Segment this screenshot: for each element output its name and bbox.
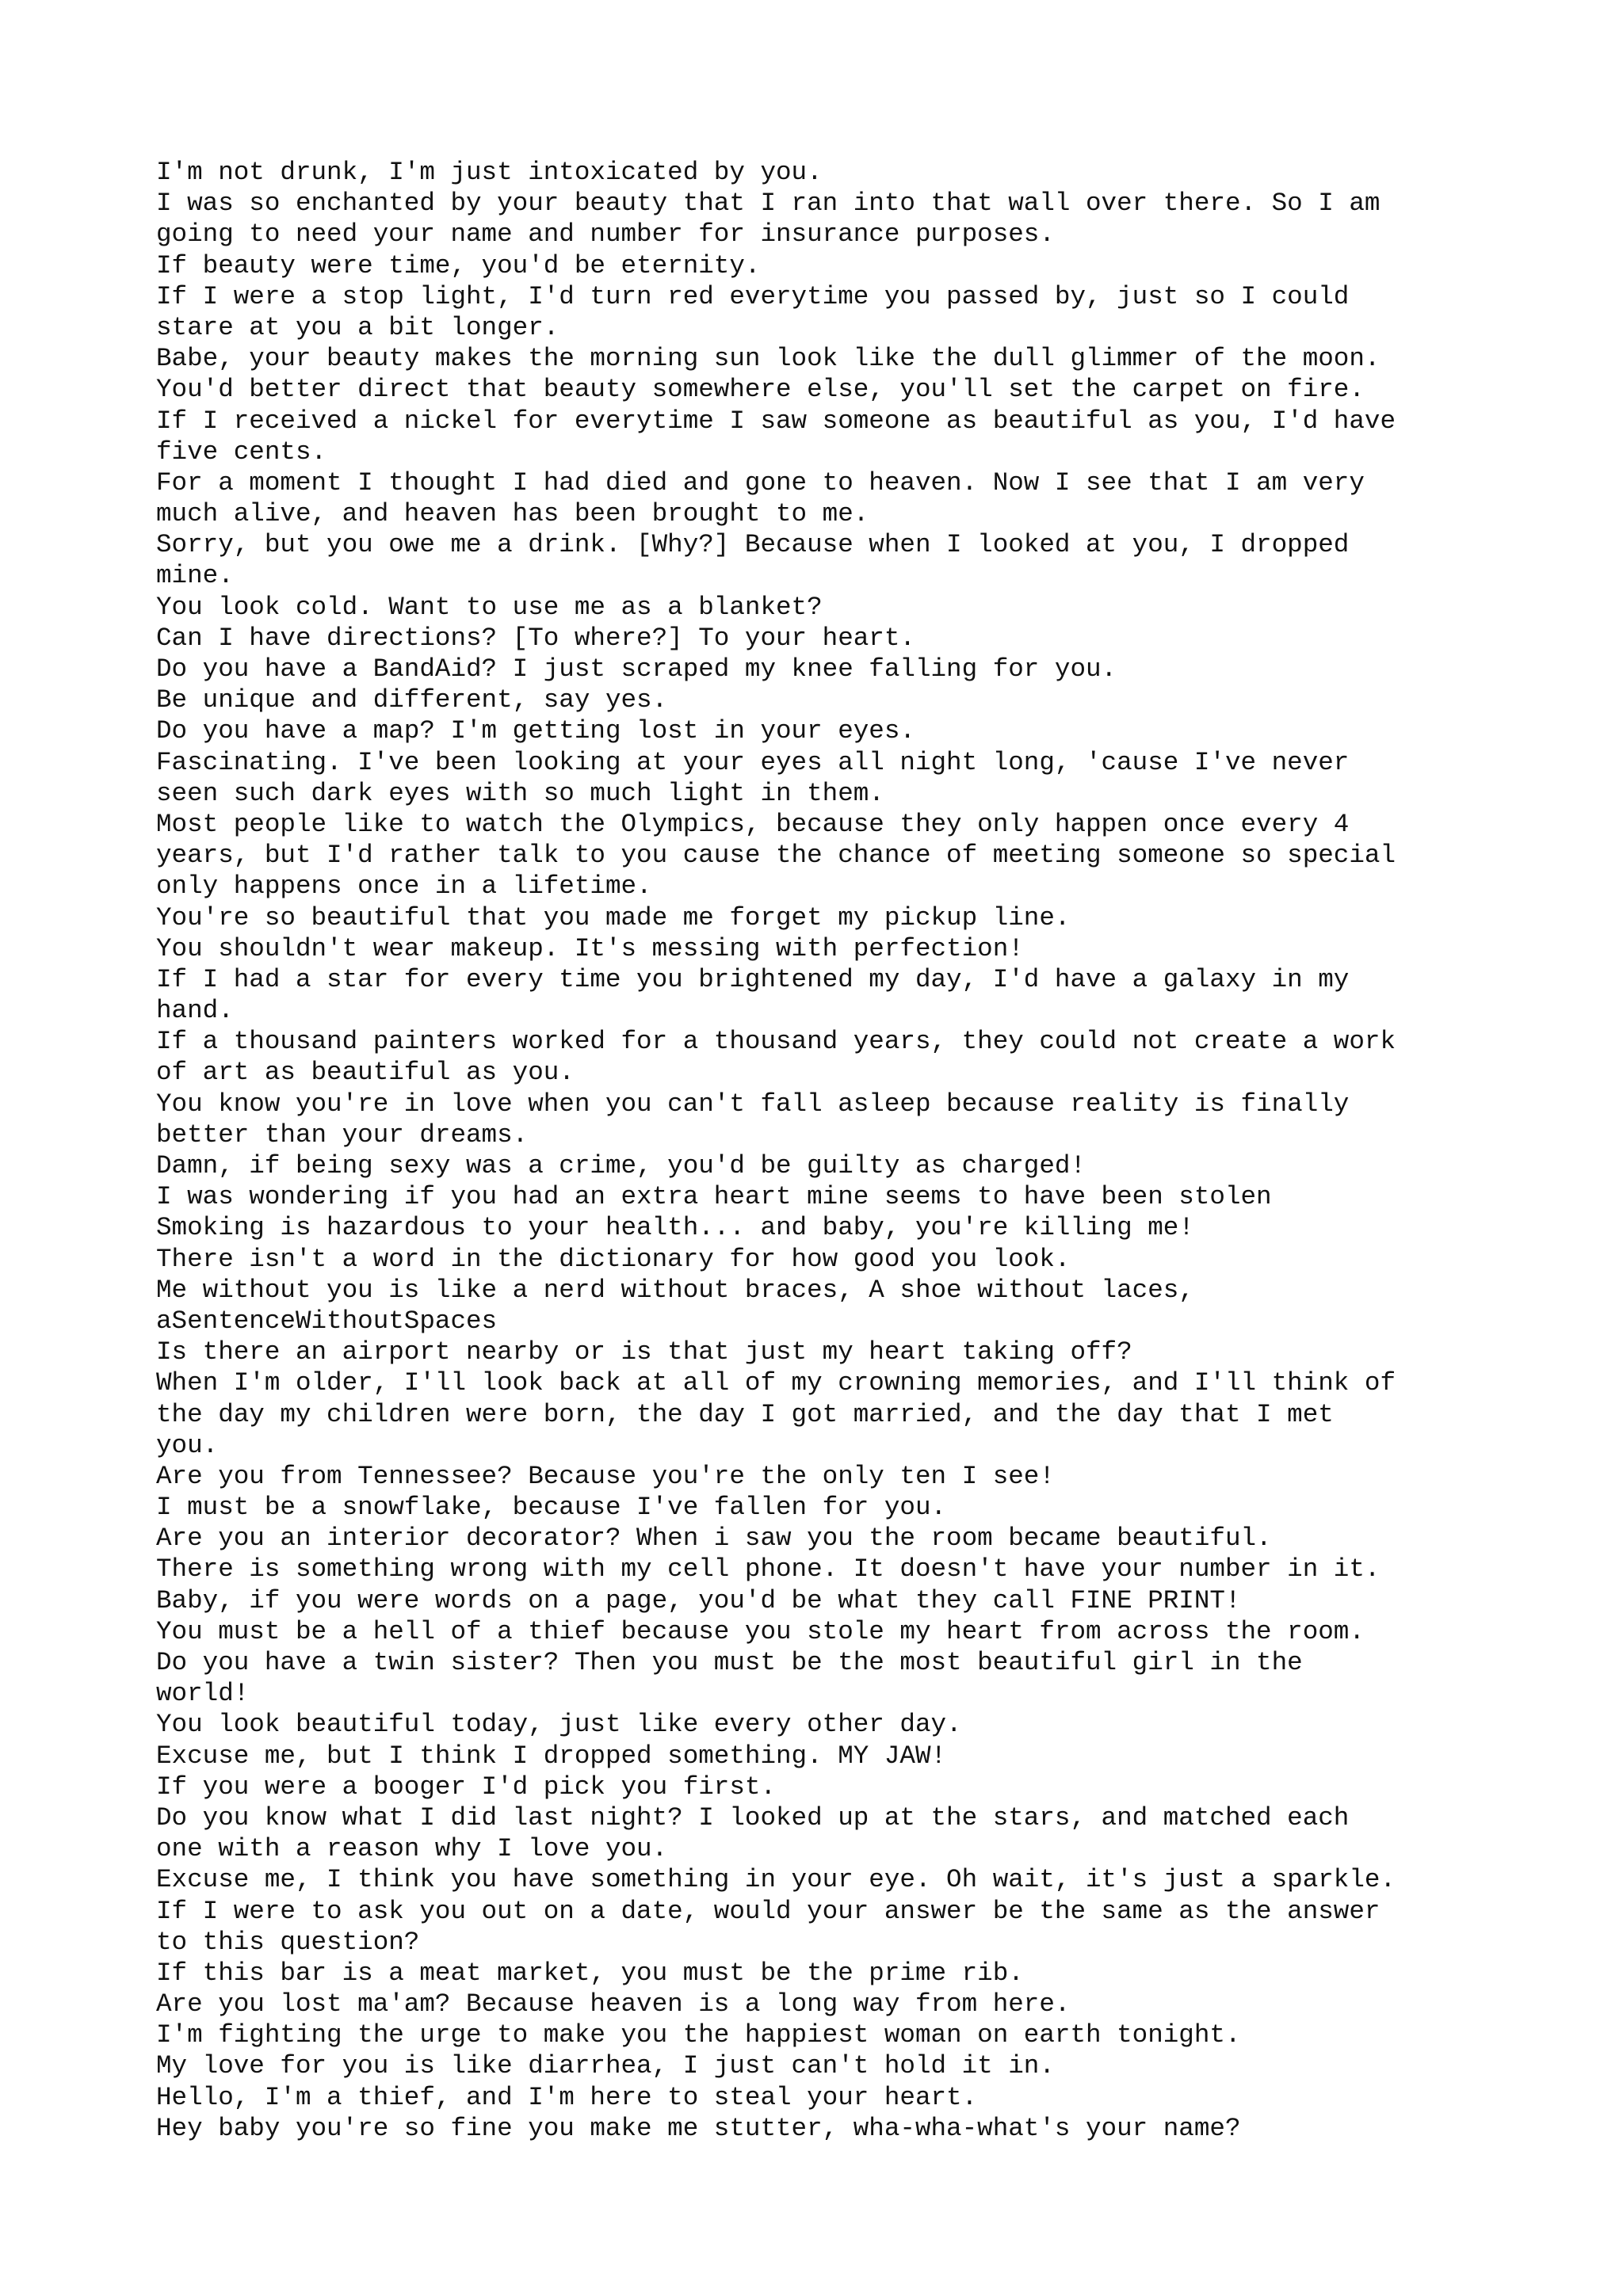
text-line: You look cold. Want to use me as a blanket? <box>156 592 823 622</box>
text-line: If I had a star for every time you brightened my day, I'd have a galaxy in my <box>156 964 1350 994</box>
text-line: Excuse me, but I think I dropped something. MY JAW! <box>156 1741 947 1771</box>
text-line: much alive, and heaven has been brought to me. <box>156 499 869 529</box>
text-line: you. <box>156 1430 219 1460</box>
text-line: Fascinating. I've been looking at your eyes all night long, 'cause I've never <box>156 747 1350 777</box>
text-line: If beauty were time, you'd be eternity. <box>156 250 761 280</box>
text-line: Do you know what I did last night? I looked up at the stars, and matched each <box>156 1802 1350 1833</box>
text-line: For a moment I thought I had died and gone to heaven. Now I see that I am very <box>156 467 1365 498</box>
text-line: Babe, your beauty makes the morning sun look like the dull glimmer of the moon. <box>156 344 1381 374</box>
text-line: stare at you a bit longer. <box>156 312 559 342</box>
text-line: Me without you is like a nerd without braces, A shoe without laces, <box>156 1275 1194 1305</box>
text-line: Do you have a twin sister? Then you must be the most beautiful girl in the <box>156 1648 1303 1677</box>
text-line: Baby, if you were words on a page, you'd be what they call FINE PRINT! <box>156 1585 1241 1615</box>
text-line: If I were a stop light, I'd turn red everytime you passed by, just so I could <box>156 281 1350 311</box>
text-line: When I'm older, I'll look back at all of my crowning memories, and I'll think of <box>156 1368 1396 1398</box>
text-line: Can I have directions? [To where?] To your heart. <box>156 623 915 653</box>
text-line: Do you have a BandAid? I just scraped my knee falling for you. <box>156 654 1117 684</box>
text-line: If I received a nickel for everytime I saw someone as beautiful as you, I'd have <box>156 406 1396 436</box>
text-line: Be unique and different, say yes. <box>156 685 668 715</box>
document-text <box>156 157 1503 2144</box>
text-line: better than your dreams. <box>156 1119 529 1150</box>
text-line: You look beautiful today, just like every other day. <box>156 1710 962 1740</box>
text-line: I must be a snowflake, because I've fallen for you. <box>156 1493 947 1523</box>
text-line: mine. <box>156 561 234 591</box>
text-line: years, but I'd rather talk to you cause the chance of meeting someone so special <box>156 841 1396 871</box>
text-line: There is something wrong with my cell phone. It doesn't have your number in it. <box>156 1554 1381 1585</box>
text-line: You'd better direct that beauty somewhere else, you'll set the carpet on fire. <box>156 375 1365 405</box>
text-line: If this bar is a meat market, you must be the prime rib. <box>156 1958 1024 1988</box>
text-line: Is there an airport nearby or is that just my heart taking off? <box>156 1337 1132 1367</box>
text-line: to this question? <box>156 1927 420 1957</box>
text-line: only happens once in a lifetime. <box>156 871 652 902</box>
text-line: Are you from Tennessee? Because you're the only ten I see! <box>156 1461 1055 1491</box>
text-line: world! <box>156 1679 250 1709</box>
text-line: I was wondering if you had an extra heart mine seems to have been stolen <box>156 1182 1272 1212</box>
text-line: I'm not drunk, I'm just intoxicated by you. <box>156 158 823 187</box>
text-line: five cents. <box>156 437 327 467</box>
text-line: Excuse me, I think you have something in your eye. Oh wait, it's just a sparkle. <box>156 1865 1396 1895</box>
text-line: hand. <box>156 996 234 1026</box>
text-line: Are you an interior decorator? When i saw you the room became beautiful. <box>156 1524 1272 1554</box>
text-line: the day my children were born, the day I got married, and the day that I met <box>156 1399 1334 1429</box>
text-line: Smoking is hazardous to your health... and baby, you're killing me! <box>156 1213 1194 1243</box>
text-line: of art as beautiful as you. <box>156 1058 575 1088</box>
text-line: There isn't a word in the dictionary for how good you look. <box>156 1244 1071 1274</box>
text-line: My love for you is like diarrhea, I just can't hold it in. <box>156 2051 1055 2081</box>
text-line: Damn, if being sexy was a crime, you'd be guilty as charged! <box>156 1151 1086 1180</box>
text-line: Hey baby you're so fine you make me stutter, wha-wha-what's your name? <box>156 2113 1241 2143</box>
text-line: Sorry, but you owe me a drink. [Why?] Because when I looked at you, I dropped <box>156 530 1350 560</box>
text-line: Hello, I'm a thief, and I'm here to steal your heart. <box>156 2082 978 2112</box>
text-line: If a thousand painters worked for a thousand years, they could not create a work <box>156 1027 1396 1057</box>
text-line: You're so beautiful that you made me forget my pickup line. <box>156 902 1071 933</box>
text-line: You must be a hell of a thief because you stole my heart from across the room. <box>156 1616 1365 1646</box>
text-line: Are you lost ma'am? Because heaven is a long way from here. <box>156 1989 1071 2019</box>
text-line: I was so enchanted by your beauty that I ran into that wall over there. So I am <box>156 189 1381 219</box>
text-line: Most people like to watch the Olympics, because they only happen once every 4 <box>156 809 1350 839</box>
text-line: If you were a booger I'd pick you first. <box>156 1772 777 1802</box>
text-line: You know you're in love when you can't fall asleep because reality is finally <box>156 1089 1350 1119</box>
text-line: one with a reason why I love you. <box>156 1834 668 1864</box>
text-line: If I were to ask you out on a date, would your answer be the same as the answer <box>156 1896 1381 1926</box>
text-line: Do you have a map? I'm getting lost in your eyes. <box>156 716 915 746</box>
text-line: going to need your name and number for insurance purposes. <box>156 219 1055 250</box>
text-line: seen such dark eyes with so much light in them. <box>156 778 884 808</box>
text-line: I'm fighting the urge to make you the happiest woman on earth tonight. <box>156 2020 1241 2050</box>
text-line: aSentenceWithoutSpaces <box>156 1306 498 1336</box>
text-line: You shouldn't wear makeup. It's messing with perfection! <box>156 933 1024 963</box>
